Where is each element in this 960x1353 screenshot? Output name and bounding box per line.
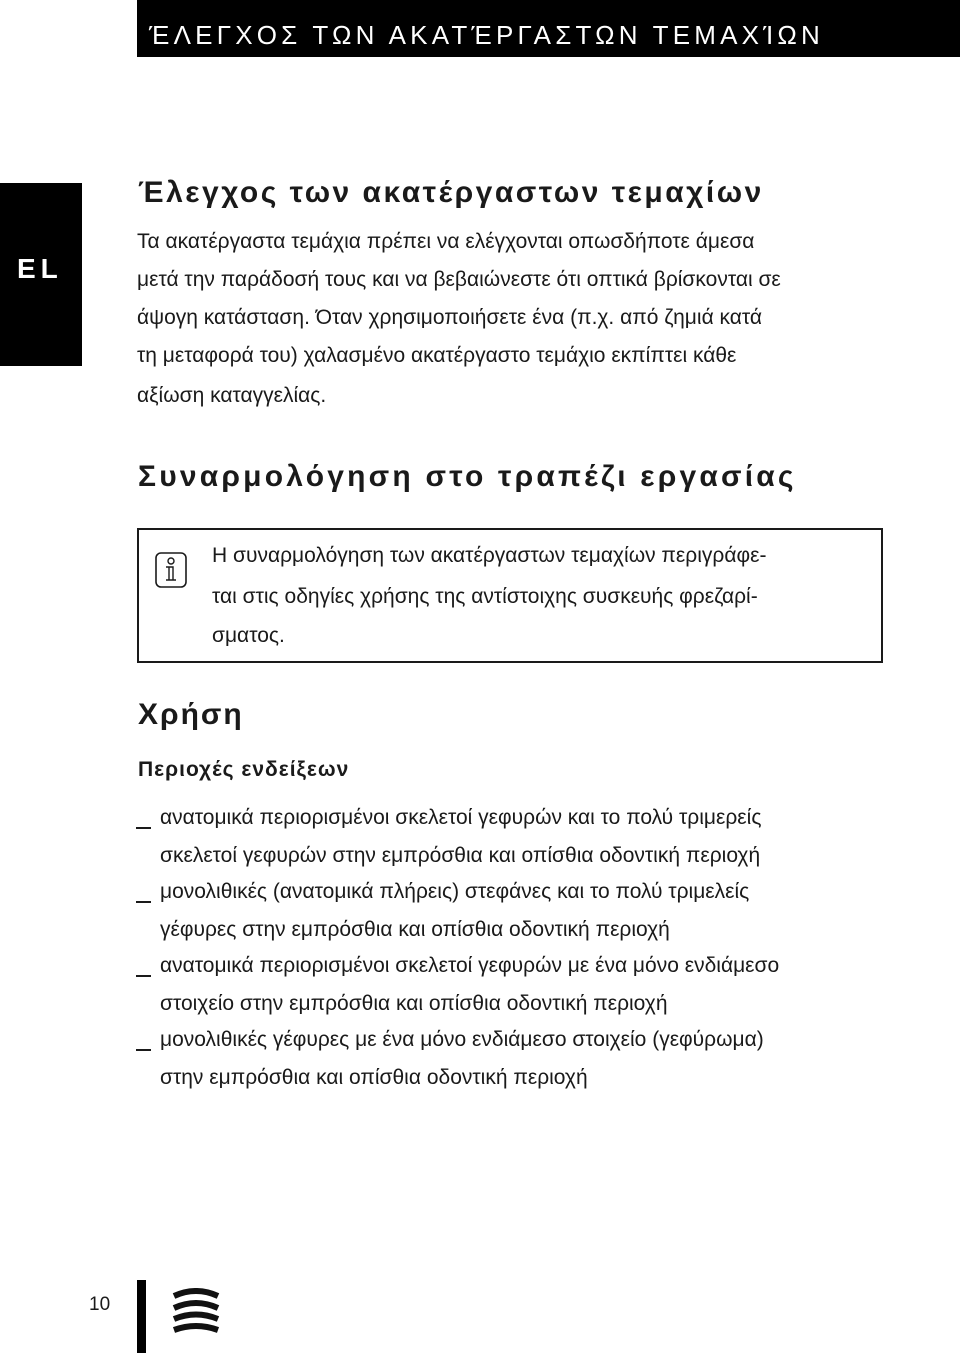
list-item-line: μονολιθικές (ανατομικά πλήρεις) στεφάνες και το πολύ τριμελείς — [160, 880, 750, 903]
section-title-assembly: Συναρμολόγηση στο τραπέζι εργασίας — [138, 460, 797, 493]
list-item-line: σκελετοί γεφυρών στην εμπρόσθια και οπίσθια οδοντική περιοχή — [160, 844, 761, 867]
paragraph-line: Τα ακατέργαστα τεμάχια πρέπει να ελέγχονται οπωσδήποτε άμεσα — [137, 230, 755, 253]
list-item-line: ανατομικά περιορισμένοι σκελετοί γεφυρών και το πολύ τριμερείς — [160, 806, 762, 829]
list-item-line: στην εμπρόσθια και οπίσθια οδοντική περιοχή — [160, 1066, 588, 1089]
bullet-dash — [136, 901, 151, 903]
bullet-dash — [136, 827, 151, 829]
language-label: EL — [17, 253, 63, 284]
section-title-usage: Χρήση — [138, 698, 244, 731]
bullet-dash — [136, 975, 151, 977]
page-number: 10 — [89, 1294, 111, 1315]
brand-logo-icon — [171, 1288, 221, 1339]
subsection-title-indications: Περιοχές ενδείξεων — [138, 758, 350, 781]
list-item-line: μονολιθικές γέφυρες με ένα μόνο ενδιάμεσο στοιχείο (γεφύρωμα) — [160, 1028, 764, 1051]
bullet-dash — [136, 1049, 151, 1051]
info-text-line: Η συναρμολόγηση των ακατέργαστων τεμαχίων περιγράφε- — [212, 544, 767, 567]
header-bar — [137, 0, 960, 57]
section-title-inspection: Έλεγχος των ακατέργαστων τεμαχίων — [138, 176, 764, 209]
info-note-box — [137, 528, 883, 663]
list-item-line: γέφυρες στην εμπρόσθια και οπίσθια οδοντική περιοχή — [160, 918, 670, 941]
list-item-line: στοιχείο στην εμπρόσθια και οπίσθια οδοντική περιοχή — [160, 992, 668, 1015]
language-tab — [0, 183, 82, 366]
info-text-line: σματος. — [212, 624, 285, 647]
paragraph-line: αξίωση καταγγελίας. — [137, 384, 327, 407]
paragraph-line: τη μεταφορά του) χαλασμένο ακατέργαστο τεμάχιο εκπίπτει κάθε — [137, 344, 737, 367]
header-title: ΈΛΕΓΧΟΣ ΤΩΝ ΑΚΑΤΈΡΓΑΣΤΩΝ ΤΕΜΑΧΊΩΝ — [149, 20, 825, 50]
info-icon — [155, 552, 187, 593]
footer-bar — [137, 1280, 146, 1353]
info-text-line: ται στις οδηγίες χρήσης της αντίστοιχης συσκευής φρεζαρί- — [212, 585, 758, 608]
list-item-line: ανατομικά περιορισμένοι σκελετοί γεφυρών με ένα μόνο ενδιάμεσο — [160, 954, 780, 977]
paragraph-line: μετά την παράδοσή τους και να βεβαιώνεστε ότι οπτικά βρίσκονται σε — [137, 268, 781, 291]
paragraph-line: άψογη κατάσταση. Όταν χρησιμοποιήσετε ένα (π.χ. από ζημιά κατά — [137, 306, 763, 329]
